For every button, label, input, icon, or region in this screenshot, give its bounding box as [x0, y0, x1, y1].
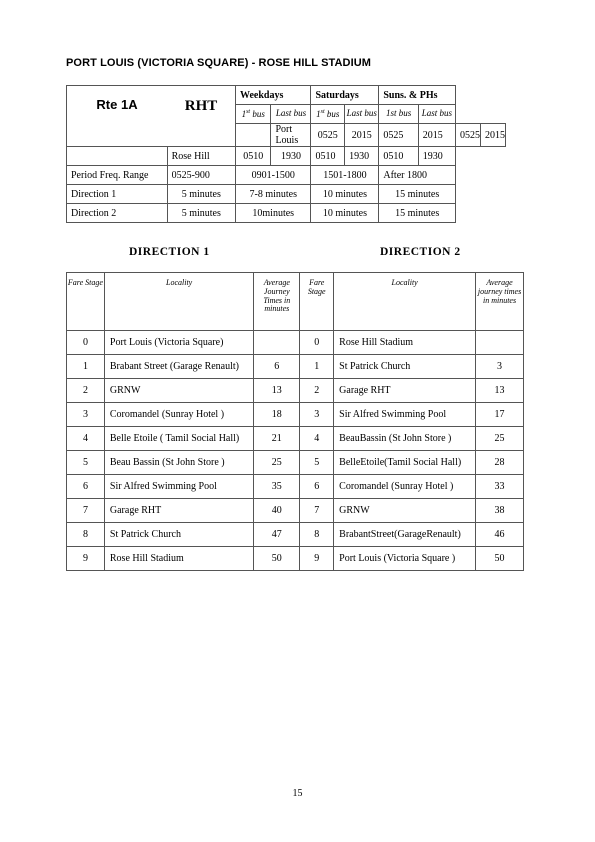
row-label: Direction 2	[67, 204, 168, 223]
frequency-cell: 10 minutes	[311, 185, 379, 204]
stage-cell: 6	[67, 475, 105, 499]
fare-stage-table	[66, 272, 524, 571]
stage-cell: 0	[67, 331, 105, 355]
time-cell: 6	[254, 355, 300, 379]
stage-cell: 4	[300, 427, 334, 451]
stage-cell: 9	[67, 547, 105, 571]
stage-cell: 2	[67, 379, 105, 403]
time-cell	[254, 331, 300, 355]
time-cell: 35	[254, 475, 300, 499]
time-cell: 1930	[271, 147, 311, 166]
locality-cell: GRNW	[104, 379, 253, 403]
time-cell: 40	[254, 499, 300, 523]
locality-cell: Sir Alfred Swimming Pool	[104, 475, 253, 499]
time-cell: 47	[254, 523, 300, 547]
last-bus-header: Last bus	[271, 105, 311, 124]
time-cell: 17	[476, 403, 524, 427]
locality-cell: BelleEtoile(Tamil Social Hall)	[334, 451, 476, 475]
table-row	[67, 451, 524, 475]
time-cell: 13	[254, 379, 300, 403]
table-row	[67, 427, 524, 451]
operator-label: RHT	[184, 98, 218, 114]
stage-cell: 1	[67, 355, 105, 379]
avg-time-header: Average journey times in minutes	[476, 273, 524, 331]
locality-header: Locality	[104, 273, 253, 331]
time-cell: 33	[476, 475, 524, 499]
table-row	[67, 379, 524, 403]
locality-cell: Brabant Street (Garage Renault)	[104, 355, 253, 379]
row-label: Direction 1	[67, 185, 168, 204]
stage-cell: 2	[300, 379, 334, 403]
route-label: Rte 1A	[96, 97, 138, 112]
locality-cell: GRNW	[334, 499, 476, 523]
table-row	[67, 523, 524, 547]
avg-time-header: Average Journey Times in minutes	[254, 273, 300, 331]
sundays-header: Suns. & PHs	[379, 86, 456, 105]
first-bus-header: 1st bus	[236, 105, 271, 124]
fare-stage-header: Fare Stage	[300, 273, 334, 331]
time-cell: 50	[254, 547, 300, 571]
locality-cell: Port Louis (Victoria Square )	[334, 547, 476, 571]
schedule-table	[66, 85, 506, 223]
locality-cell: Beau Bassin (St John Store )	[104, 451, 253, 475]
locality-cell: Rose Hill Stadium	[104, 547, 253, 571]
route-header-cell	[67, 86, 236, 147]
stage-cell: 4	[67, 427, 105, 451]
frequency-cell: 10 minutes	[311, 204, 379, 223]
first-bus-header: 1st bus	[311, 105, 345, 124]
saturdays-header: Saturdays	[311, 86, 379, 105]
locality-cell: St Patrick Church	[334, 355, 476, 379]
time-cell: 13	[476, 379, 524, 403]
row-label: Rose Hill	[167, 147, 235, 166]
frequency-cell: 7-8 minutes	[236, 185, 311, 204]
stage-cell: 3	[300, 403, 334, 427]
time-cell: 3	[476, 355, 524, 379]
period-cell: After 1800	[379, 166, 456, 185]
time-cell: 25	[254, 451, 300, 475]
stage-cell: 1	[300, 355, 334, 379]
period-cell: 1501-1800	[311, 166, 379, 185]
stage-cell: 7	[67, 499, 105, 523]
time-cell: 2015	[345, 124, 379, 147]
row-label: Period Freq. Range	[67, 166, 168, 185]
stage-cell: 9	[300, 547, 334, 571]
locality-cell: Rose Hill Stadium	[334, 331, 476, 355]
stage-cell: 0	[300, 331, 334, 355]
time-cell	[476, 331, 524, 355]
locality-header: Locality	[334, 273, 476, 331]
stage-cell: 5	[300, 451, 334, 475]
page-number: 15	[292, 788, 303, 799]
time-cell: 28	[476, 451, 524, 475]
period-cell: 0901-1500	[236, 166, 311, 185]
time-cell: 0525	[379, 124, 418, 147]
fare-stage-header: Fare Stage	[67, 273, 105, 331]
first-bus-header: 1st bus	[379, 105, 418, 124]
locality-cell: St Patrick Church	[104, 523, 253, 547]
last-bus-header: Last bus	[418, 105, 455, 124]
time-cell: 0525	[311, 124, 345, 147]
time-cell: 1930	[345, 147, 379, 166]
table-row	[67, 475, 524, 499]
table-row	[67, 403, 524, 427]
time-cell: 50	[476, 547, 524, 571]
locality-cell: BrabantStreet(GarageRenault)	[334, 523, 476, 547]
table-row	[67, 547, 524, 571]
stage-cell: 8	[67, 523, 105, 547]
locality-cell: Garage RHT	[334, 379, 476, 403]
direction-2-heading: DIRECTION 2	[380, 246, 461, 258]
stage-cell: 7	[300, 499, 334, 523]
time-cell: 38	[476, 499, 524, 523]
locality-cell: Coromandel (Sunray Hotel )	[104, 403, 253, 427]
time-cell: 0510	[236, 147, 271, 166]
period-cell: 0525-900	[167, 166, 235, 185]
locality-cell: Port Louis (Victoria Square)	[104, 331, 253, 355]
time-cell: 0510	[311, 147, 345, 166]
stage-cell: 3	[67, 403, 105, 427]
time-cell: 0510	[379, 147, 418, 166]
locality-cell: Coromandel (Sunray Hotel )	[334, 475, 476, 499]
locality-cell: Garage RHT	[104, 499, 253, 523]
frequency-cell: 10minutes	[236, 204, 311, 223]
time-cell: 1930	[418, 147, 455, 166]
time-cell: 46	[476, 523, 524, 547]
locality-cell: BeauBassin (St John Store )	[334, 427, 476, 451]
locality-cell: Belle Etoile ( Tamil Social Hall)	[104, 427, 253, 451]
page-title: PORT LOUIS (VICTORIA SQUARE) - ROSE HILL STADIUM	[66, 57, 372, 69]
frequency-cell: 15 minutes	[379, 185, 456, 204]
time-cell: 21	[254, 427, 300, 451]
time-cell: 2015	[481, 124, 506, 147]
locality-cell: Sir Alfred Swimming Pool	[334, 403, 476, 427]
table-row	[67, 355, 524, 379]
time-cell: 0525	[456, 124, 481, 147]
time-cell: 25	[476, 427, 524, 451]
table-row	[67, 331, 524, 355]
stage-cell: 5	[67, 451, 105, 475]
last-bus-header: Last bus	[345, 105, 379, 124]
stage-cell: 6	[300, 475, 334, 499]
frequency-cell: 5 minutes	[167, 204, 235, 223]
weekdays-header: Weekdays	[236, 86, 311, 105]
row-label: Port Louis	[271, 124, 311, 147]
table-row	[67, 499, 524, 523]
time-cell: 2015	[418, 124, 455, 147]
time-cell: 18	[254, 403, 300, 427]
frequency-cell: 15 minutes	[379, 204, 456, 223]
frequency-cell: 5 minutes	[167, 185, 235, 204]
direction-1-heading: DIRECTION 1	[129, 246, 210, 258]
stage-cell: 8	[300, 523, 334, 547]
